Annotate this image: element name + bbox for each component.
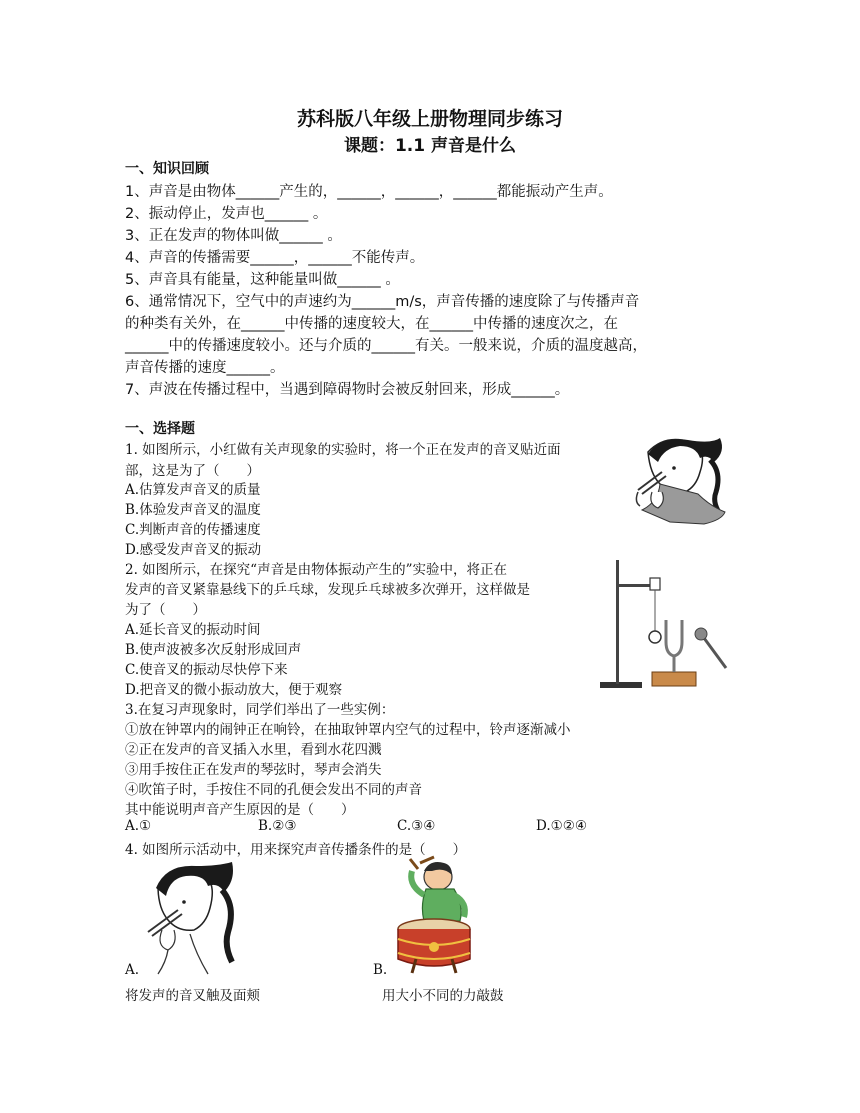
q3-stem-2: 其中能说明声音产生原因的是（ ） <box>125 802 355 818</box>
q4-option-a-caption: 将发声的音叉触及面颊 <box>125 988 260 1004</box>
q3-example-1: ①放在钟罩内的闹钟正在响铃，在抽取钟罩内空气的过程中，铃声逐渐减小 <box>125 722 571 738</box>
q4-option-b-caption: 用大小不同的力敲鼓 <box>382 988 504 1004</box>
review-line-6b: 的种类有关外，在______中传播的速度较大，在______中传播的速度次之，在 <box>125 316 618 332</box>
q1-option-c: C.判断声音的传播速度 <box>125 522 261 538</box>
q3-option-a: A.① <box>125 818 152 834</box>
girl-tuning-fork-face-illustration <box>630 432 730 527</box>
review-line-7: 7、声波在传播过程中，当遇到障碍物时会被反射回来，形成______。 <box>125 382 570 398</box>
q2-stem-1: 2. 如图所示，在探究“声音是由物体振动产生的”实验中，将正在 <box>125 562 507 578</box>
q3-example-2: ②正在发声的音叉插入水里，看到水花四溅 <box>125 742 382 758</box>
girl-tuning-fork-cheek-illustration <box>138 858 238 976</box>
review-line-1: 1、声音是由物体______产生的，______，______，______都能振动产生声。 <box>125 184 613 200</box>
review-heading: 一、知识回顾 <box>125 161 209 177</box>
q4-option-b-letter: B. <box>373 962 388 978</box>
q3-option-b: B.②③ <box>258 818 297 834</box>
q3-option-c: C.③④ <box>397 818 436 834</box>
q2-option-c: C.使音叉的振动尽快停下来 <box>125 662 288 678</box>
review-line-2: 2、振动停止，发声也______ 。 <box>125 206 328 222</box>
q3-option-d: D.①②④ <box>536 818 587 834</box>
q4-stem: 4. 如图所示活动中，用来探究声音传播条件的是（ ） <box>125 842 467 858</box>
review-line-3: 3、正在发声的物体叫做______ 。 <box>125 228 342 244</box>
review-line-6c: ______中的传播速度较小。还与介质的______有关。一般来说，介质的温度越高， <box>125 338 647 354</box>
q1-stem-2: 部，这是为了（ ） <box>125 463 260 479</box>
q1-option-d: D.感受发声音叉的振动 <box>125 542 262 558</box>
review-line-6d: 声音传播的速度______。 <box>125 360 285 376</box>
q3-stem-1: 3.在复习声现象时，同学们举出了一些实例： <box>125 702 395 718</box>
tuning-fork-pingpong-stand-illustration <box>598 556 733 696</box>
review-line-5: 5、声音具有能量，这种能量叫做______ 。 <box>125 272 400 288</box>
q2-stem-3: 为了（ ） <box>125 602 206 618</box>
q2-option-a: A.延长音叉的振动时间 <box>125 622 261 638</box>
q2-option-d: D.把音叉的微小振动放大，便于观察 <box>125 682 343 698</box>
q3-example-3: ③用手按住正在发声的琴弦时，琴声会消失 <box>125 762 382 778</box>
review-line-6: 6、通常情况下，空气中的声速约为______m/s，声音传播的速度除了与传播声音 <box>125 294 640 310</box>
q2-stem-2: 发声的音叉紧靠悬线下的乒乓球，发现乒乓球被多次弹开，这样做是 <box>125 582 530 598</box>
q2-option-b: B.使声波被多次反射形成回声 <box>125 642 302 658</box>
q1-option-a: A.估算发声音叉的质量 <box>125 482 261 498</box>
review-line-4: 4、声音的传播需要______，______不能传声。 <box>125 250 425 266</box>
q4-option-a-letter: A. <box>125 962 140 978</box>
q3-example-4: ④吹笛子时，手按住不同的孔便会发出不同的声音 <box>125 782 422 798</box>
q1-stem-1: 1. 如图所示，小红做有关声现象的实验时，将一个正在发声的音叉贴近面 <box>125 442 561 458</box>
page-title: 苏科版八年级上册物理同步练习 <box>296 108 563 130</box>
choice-heading: 一、选择题 <box>125 421 195 437</box>
page-subtitle: 课题：1.1 声音是什么 <box>343 136 517 156</box>
boy-drum-illustration <box>390 855 482 977</box>
q1-option-b: B.体验发声音叉的温度 <box>125 502 261 518</box>
